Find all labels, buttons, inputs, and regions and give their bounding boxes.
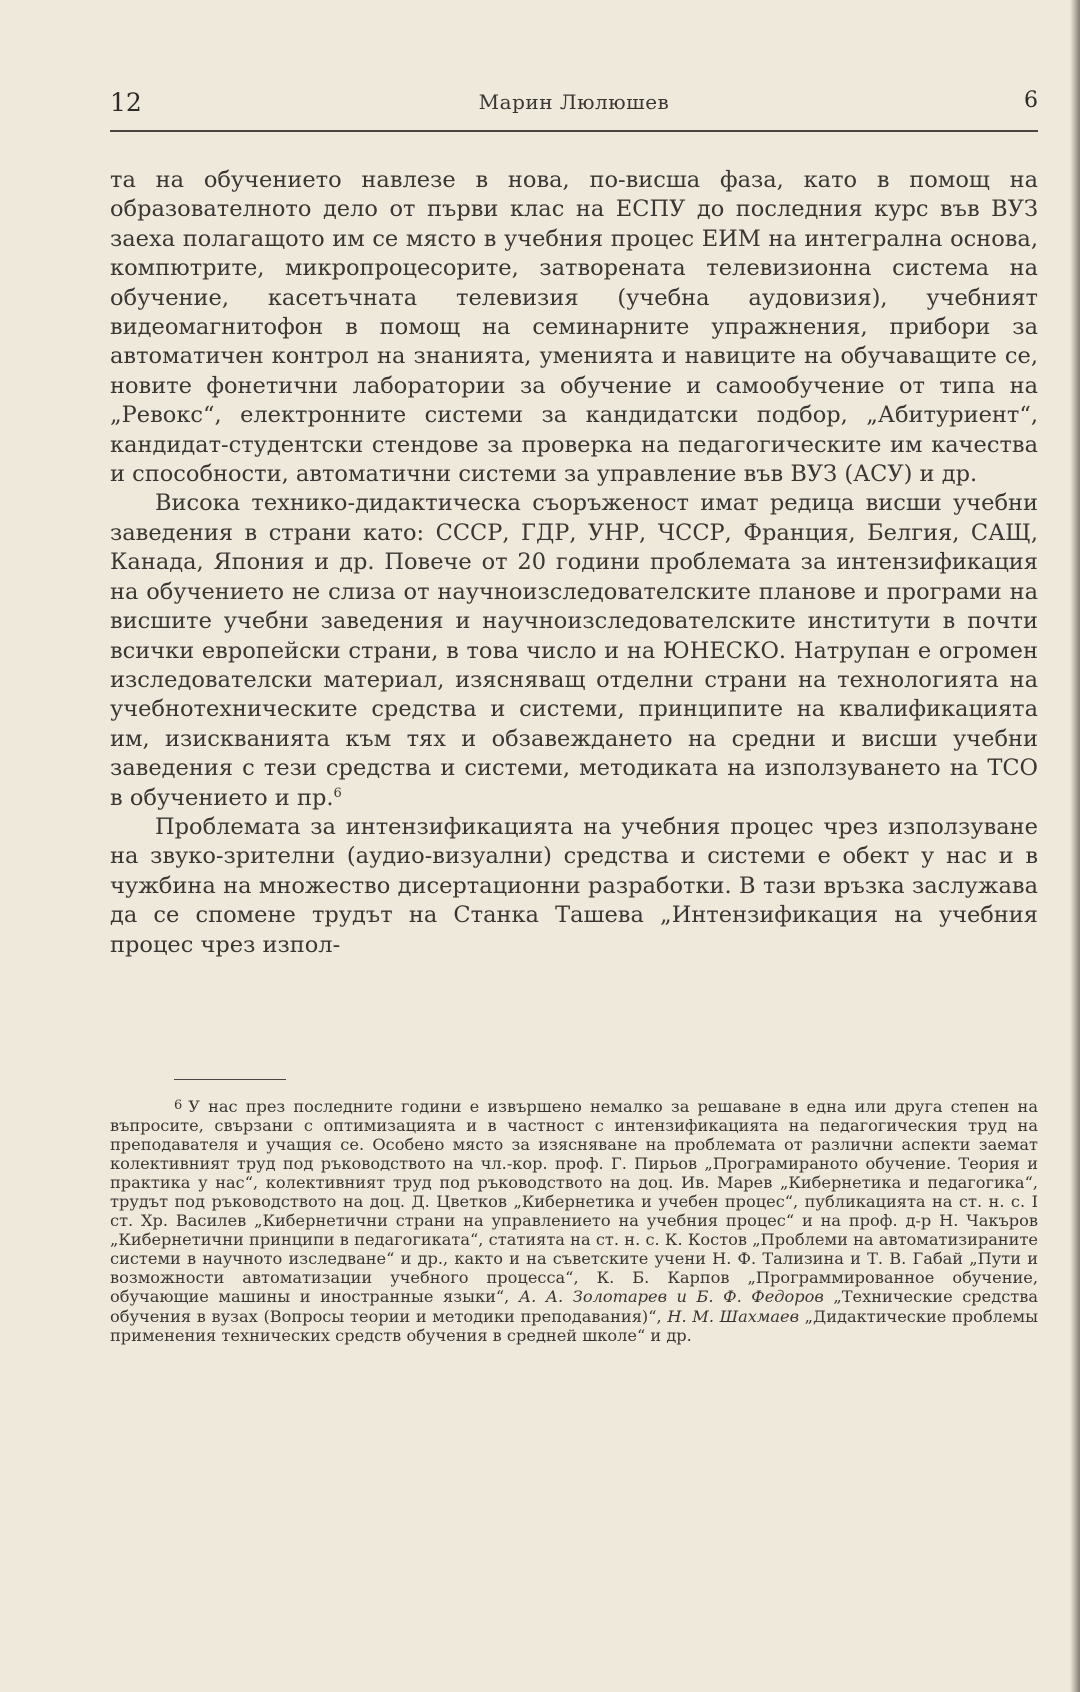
footnote-author-2: Н. М. Шахмаев: [667, 1306, 799, 1326]
footnote-marker: 6: [174, 1098, 183, 1113]
running-head-author: Марин Люлюшев: [478, 90, 670, 114]
chapter-number: 6: [1024, 88, 1038, 113]
footnote: [110, 1096, 1038, 1345]
paragraph-2-text: Висока технико-дидактическа съоръженост имат редица висши учебни заведения в страни като: СССР, ГДР, УНР, ЧССР, Франция, Белгия, САЩ, Канада, Япония и др. Повече от 20 години проблемата за интензификация на обучението не слиза от научноизследователските планове и програми на висшите учебни заведения и научноизследователските институти в почти всички европейски страни, в това число и на ЮНЕСКО. Натрупан е огромен изследователски материал, изясняващ отделни страни на технологията на учебнотехническите средства и системи, принципите на квалификацията им, изискванията към тях и обзавеждането на средни и висши учебни заведения с тези средства и системи, методиката на използуването на ТСО в обучението и пр.: [110, 490, 1038, 811]
main-text: [110, 166, 1038, 960]
page-number: 12: [110, 88, 142, 117]
footnote-rule: [174, 1079, 286, 1080]
footnote-text-c: „Дидактические проблемы применения технических средств обучения в средней школе“ и др.: [110, 1306, 1038, 1345]
page-edge-shadow: [1070, 0, 1080, 1692]
footnote-text-a: У нас през последните години е извършено немалко за решаване в една или друга степен на въпросите, свързани с оптимизацията и в частност с интензификацията на педагогическия труд на преподавателя и учащия се. Особено място за изясняване на проблемата от различни аспекти заемат колективният труд под ръководството на чл.-кор. проф. Г. Пирьов „Програмираното обучение. Теория и практика у нас“, колективният труд под ръководството на доц. Ив. Марев „Кибернетика и педагогика“, трудът под ръководството на доц. Д. Цветков „Кибернетика и учебен процес“, публикацията на ст. н. с. I ст. Хр. Василев „Кибернетични страни на управлението на учебния процес“ и на проф. д-р Н. Чакъров „Кибернетични принципи в педагогиката“, статията на ст. н. с. К. Костов „Проблеми на автоматизираните системи в научното изследване“ и др., както и на съветските учени Н. Ф. Тализина и Т. В. Габай „Пути и возможности автоматизации учебного процесса“, К. Б. Карпов „Программированное обучение, обучающие машины и иностранные языки“,: [110, 1097, 1038, 1307]
footnote-reference: 6: [333, 785, 342, 801]
paragraph-1: та на обучението навлезе в нова, по-висша фаза, като в помощ на образователното дело от първи клас на ЕСПУ до последния курс във ВУЗ заеха полагащото им се място в учебния процес ЕИМ на интегрална основа, компютрите, микропроцесорите, затворената телевизионна система на обучение, касетъчната телевизия (учебна аудовизия), учебният видеомагнитофон в помощ на семинарните упражнения, прибори за автоматичен контрол на знанията, уменията и навиците на обучаващите се, новите фонетични лаборатории за обучение и самообучение от типа на „Ревокс“, електронните системи за кандидатски подбор, „Абитуриент“, кандидат-студентски стендове за проверка на педагогическите им качества и способности, автоматични системи за управление във ВУЗ (АСУ) и др.: [110, 167, 1038, 488]
footnote-author-1: А. А. Золотарев и Б. Ф. Федоров: [518, 1287, 824, 1307]
header-rule: [110, 130, 1038, 132]
page-header: [110, 88, 1038, 128]
footnote-text-b: „Технические средства обучения в вузах (Вопросы теории и методики преподавания)“,: [110, 1287, 1038, 1326]
paragraph-2: [110, 489, 1038, 812]
paragraph-3: Проблемата за интензификацията на учебния процес чрез използуване на звуко-зрителни (аудио-визуални) средства и системи е обект у нас и в чужбина на множество дисертационни разработки. В тази връзка заслужава да се спомене трудът на Станка Ташева „Интензификация на учебния процес чрез изпол-: [110, 813, 1038, 958]
